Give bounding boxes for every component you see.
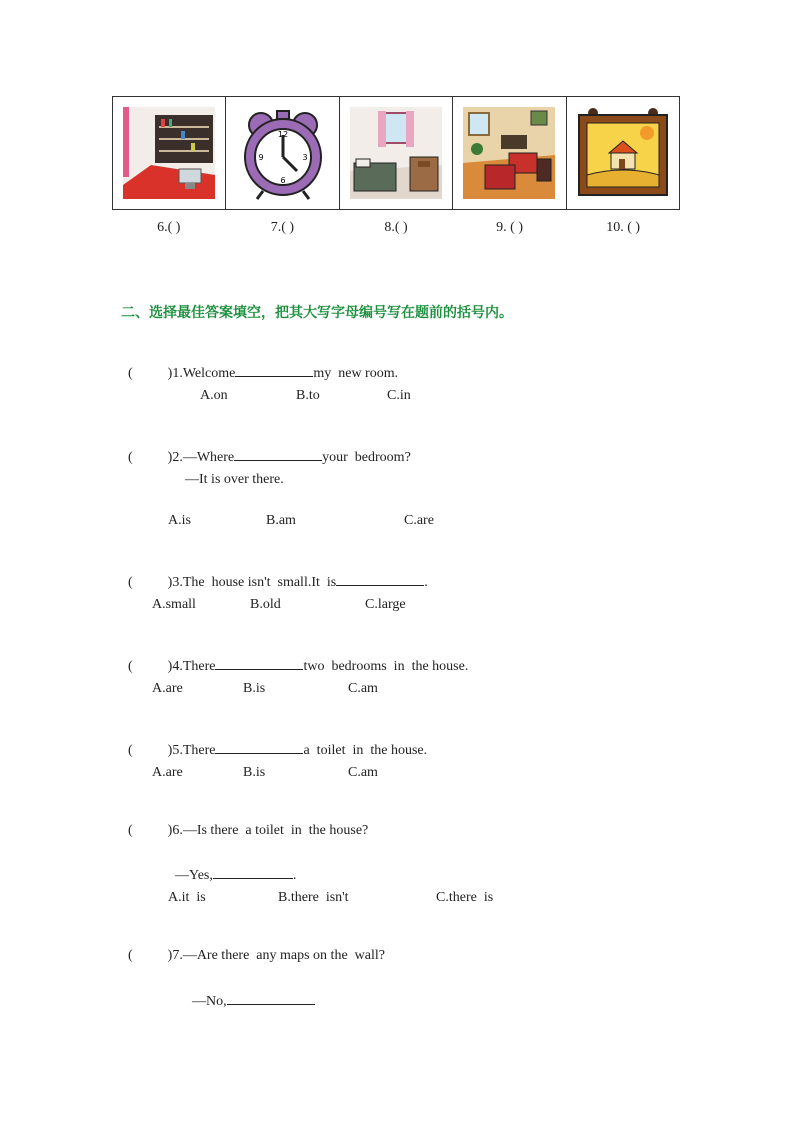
reply-text: . [292,868,297,883]
answer-blank[interactable] [215,655,303,670]
picture-label-9: 9. ( ) [496,220,523,235]
svg-text:3: 3 [302,153,308,162]
question-text: two bedrooms in the house. [303,659,469,674]
question-2 [121,430,411,466]
option-a: A.are [152,681,183,696]
question-text: your bedroom? [322,450,411,465]
question-text: ( )2.—Where [128,450,235,465]
reply-text: —Yes, [175,868,213,883]
question-text: ( )3.The house isn't small.It is [128,575,337,590]
question-4 [121,639,468,675]
option-b: B.is [243,681,266,696]
question-text: ( )6.—Is there a toilet in the house? [128,823,369,838]
question-7 [121,932,385,964]
option-c: C.there is [436,890,494,905]
living-room-icon [461,105,557,201]
picture-label-7: 7.( ) [270,220,295,235]
reply-text: —No, [192,994,227,1009]
alarm-clock-icon [235,105,331,201]
option-b: B.am [266,513,296,528]
svg-text:9: 9 [258,153,264,162]
option-c: C.am [348,681,378,696]
picture-label-8: 8.( ) [384,220,408,235]
option-a: A.it is [168,890,206,905]
picture-cell-10 [567,97,679,209]
bedroom-icon [348,105,444,201]
answer-blank[interactable] [234,446,322,461]
option-a: A.small [152,597,196,612]
answer-blank[interactable] [215,739,303,754]
answer-blank[interactable] [336,571,424,586]
section-title: 二、选择最佳答案填空，把其大写字母编号写在题前的括号内。 [121,305,513,321]
question-text: my new room. [313,366,399,381]
question-text: ( )5.There [128,743,216,758]
option-c: C.large [365,597,406,612]
answer-blank[interactable] [235,362,313,377]
reply-line [185,974,315,1010]
picture-label-6: 6.( ) [157,220,181,235]
question-1 [121,346,398,382]
question-text: ( )4.There [128,659,216,674]
answer-blank[interactable] [213,864,293,879]
question-text: ( )7.—Are there any maps on the wall? [128,948,385,963]
picture-table [112,96,680,210]
question-text: a toilet in the house. [303,743,428,758]
answer-blank[interactable] [227,990,315,1005]
question-text: ( )1.Welcome [128,366,236,381]
picture-cell-6 [113,97,226,209]
picture-frame-icon [575,105,671,201]
option-a: A.on [200,388,228,403]
option-a: A.is [168,513,191,528]
picture-cell-9 [453,97,566,209]
option-c: C.are [404,513,434,528]
picture-label-10: 10. ( ) [606,220,641,235]
svg-text:6: 6 [280,176,286,185]
option-b: B.old [250,597,281,612]
picture-labels [112,220,680,236]
study-room-icon [121,105,217,201]
question-6 [121,807,368,839]
picture-cell-7 [226,97,339,209]
question-text: . [424,575,428,590]
option-c: C.am [348,765,378,780]
option-b: B.is [243,765,266,780]
question-5 [121,723,427,759]
option-a: A.are [152,765,183,780]
picture-cell-8 [340,97,453,209]
option-c: C.in [387,388,411,403]
reply-text: —It is over there. [185,472,284,487]
reply-line [168,848,296,884]
svg-text:12: 12 [277,130,288,139]
question-3 [121,555,428,591]
option-b: B.there isn't [278,890,349,905]
option-b: B.to [296,388,320,403]
